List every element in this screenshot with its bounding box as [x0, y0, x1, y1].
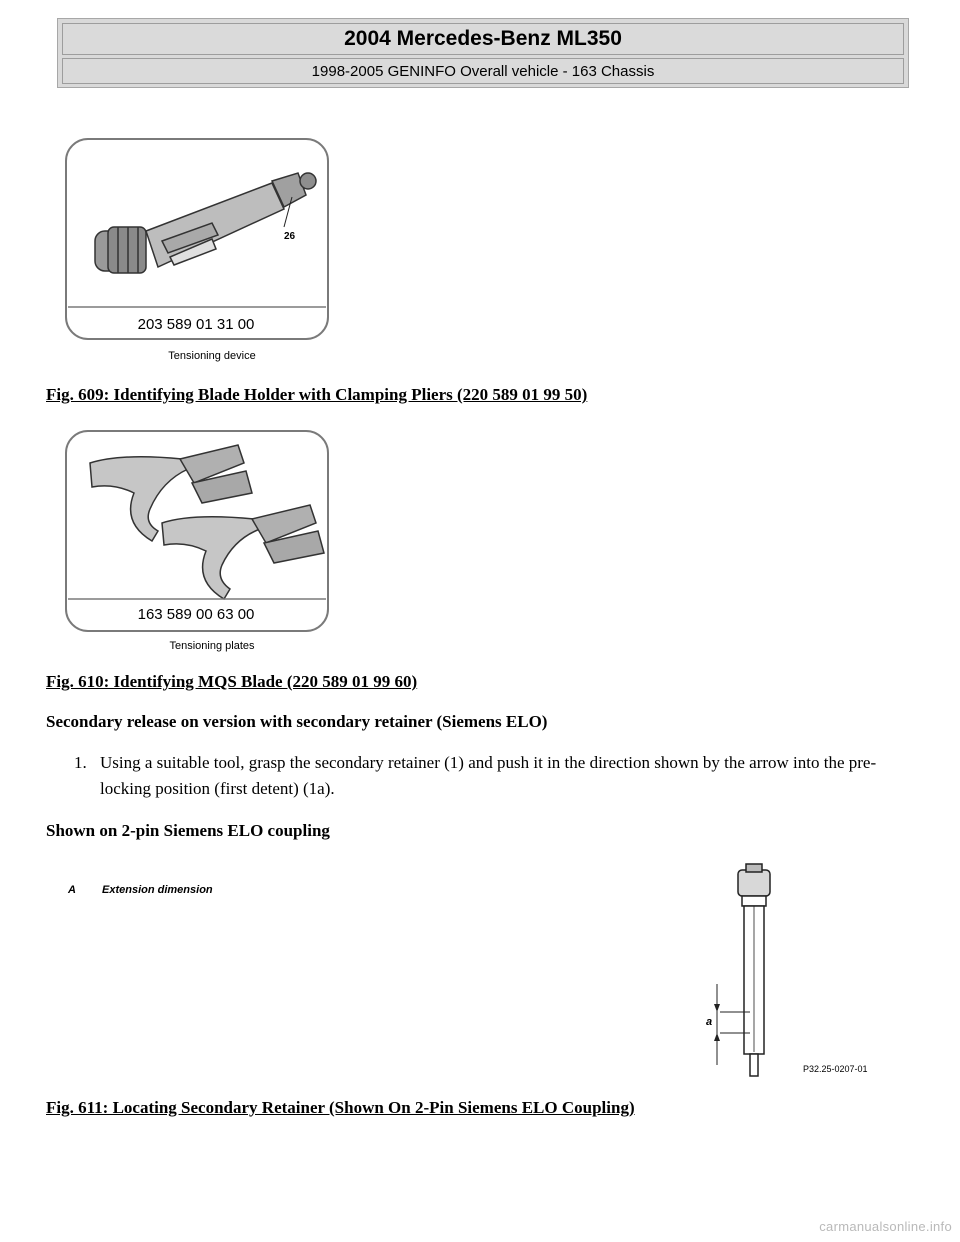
figure-611-image-code: P32.25-0207-01 — [803, 1064, 868, 1074]
step-text: Using a suitable tool, grasp the secondary retainer (1) and push it in the direction shown by the arrow into the pre-locking position (first detent) (1a). — [100, 753, 877, 798]
figure-609-callout: 26 — [284, 231, 296, 242]
step-list-item — [74, 750, 904, 802]
figure-610-label: Tensioning plates — [169, 640, 255, 652]
figure-611-caption: Fig. 611: Locating Secondary Retainer (Shown On 2-Pin Siemens ELO Coupling) — [46, 1098, 635, 1117]
footer-watermark: carmanualsonline.info — [819, 1219, 952, 1234]
figure-611-legend-text: Extension dimension — [102, 884, 213, 896]
section-heading: Secondary release on version with secondary retainer (Siemens ELO) — [46, 712, 548, 731]
figure-610-image — [62, 423, 338, 653]
step-number: 1. — [74, 753, 87, 772]
document-title: 2004 Mercedes-Benz ML350 — [62, 23, 904, 55]
figure-609-part-number: 203 589 01 31 00 — [137, 316, 255, 333]
figure-611-image — [60, 862, 890, 1084]
figure-609-caption: Fig. 609: Identifying Blade Holder with Clamping Pliers (220 589 01 99 50) — [46, 385, 588, 404]
figure-609-image — [62, 135, 338, 365]
page-header — [57, 18, 909, 88]
figure-610-caption: Fig. 610: Identifying MQS Blade (220 589 01 99 60) — [46, 672, 418, 691]
figure-611-legend-key: A — [68, 884, 76, 896]
note-text: Shown on 2-pin Siemens ELO coupling — [46, 821, 330, 840]
figure-609-label: Tensioning device — [168, 350, 256, 362]
figure-610-part-number: 163 589 00 63 00 — [137, 606, 255, 623]
figure-611-dimension-label: a — [706, 1016, 713, 1028]
document-subtitle: 1998-2005 GENINFO Overall vehicle - 163 Chassis — [62, 58, 904, 84]
coupling-tool-drawing — [738, 864, 770, 1076]
